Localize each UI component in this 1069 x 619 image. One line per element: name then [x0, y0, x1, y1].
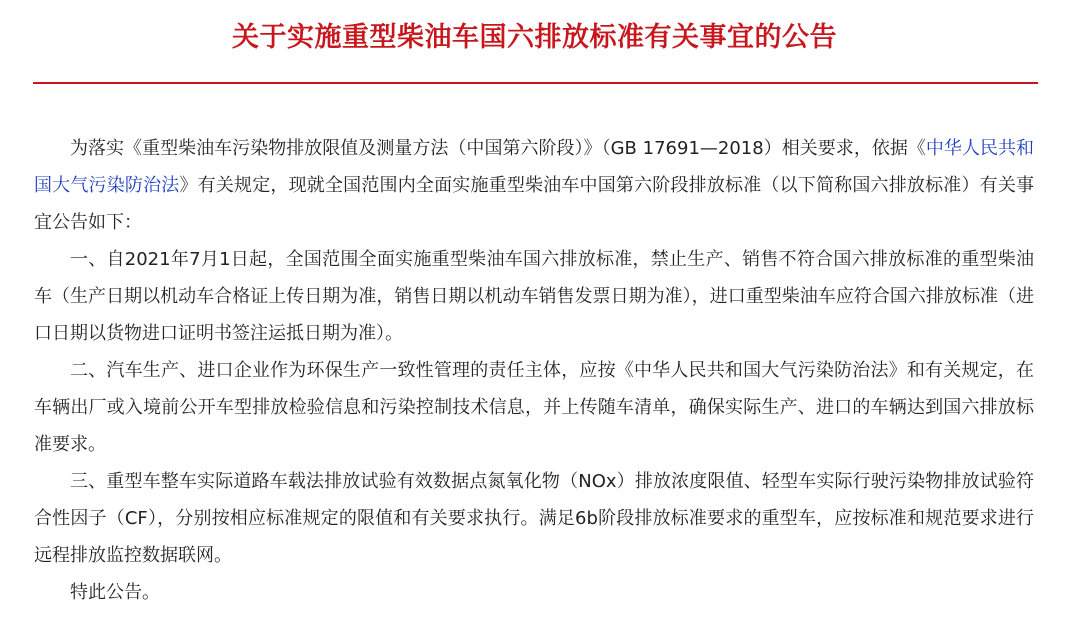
- law-link[interactable]: 中华人民共和国大气污染防治法: [34, 138, 1035, 196]
- intro-text-part1: 为落实《重型柴油车污染物排放限值及测量方法（中国第六阶段）》（GB 17691—2018）相关要求，依据《: [70, 138, 926, 159]
- item-paragraph-1: 一、自2021年7月1日起，全国范围全面实施重型柴油车国六排放标准，禁止生产、销售不符合国六排放标准的重型柴油车（生产日期以机动车合格证上传日期为准，销售日期以机动车销售发票日期为准），进口重型柴油车应符合国六排放标准（进口日期以货物进口证明书签注运抵日期为准）。: [34, 249, 1034, 344]
- closing-paragraph: 特此公告。: [70, 582, 160, 603]
- intro-text-part2: 》有关规定，现就全国范围内全面实施重型柴油车中国第六阶段排放标准（以下简称国六排放标准）有关事宜公告如下：: [34, 175, 1034, 233]
- article-body: [34, 130, 1034, 611]
- item-paragraph-3: 三、重型车整车实际道路车载法排放试验有效数据点氮氧化物（NOx）排放浓度限值、轻型车实际行驶污染物排放试验符合性因子（CF），分别按相应标准规定的限值和有关要求执行。满足6b阶段排放标准要求的重型车，应按标准和规范要求进行远程排放监控数据联网。: [34, 471, 1034, 566]
- title-divider: [33, 82, 1038, 84]
- item-paragraph-2: 二、汽车生产、进口企业作为环保生产一致性管理的责任主体，应按《中华人民共和国大气污染防治法》和有关规定，在车辆出厂或入境前公开车型排放检验信息和污染控制技术信息，并上传随车清单，确保实际生产、进口的车辆达到国六排放标准要求。: [34, 360, 1034, 455]
- intro-paragraph: [34, 130, 1034, 241]
- page-title: 关于实施重型柴油车国六排放标准有关事宜的公告: [232, 22, 837, 53]
